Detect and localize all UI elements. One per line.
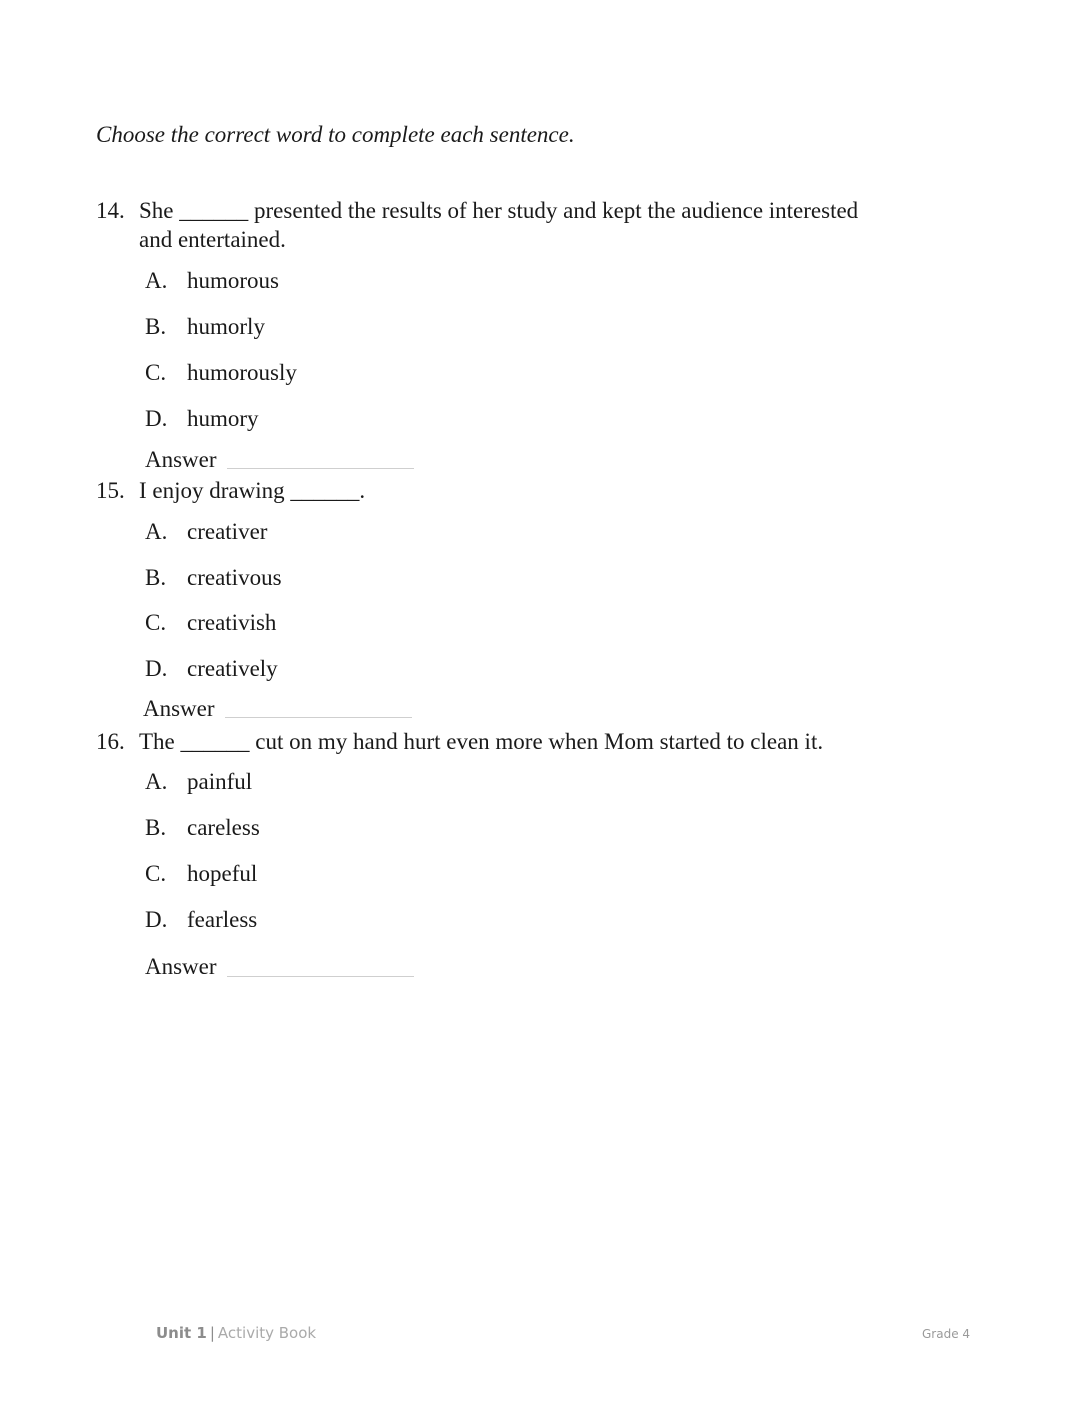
option-letter: C. [145,861,167,886]
answer-label: Answer [145,447,217,472]
option-letter: D. [145,656,168,681]
option-text: careless [187,815,260,840]
option-text: humorous [187,268,279,293]
footer-grade: Grade 4 [922,1327,971,1341]
option-text: creativer [187,519,268,544]
footer-unit: Unit 1 [156,1324,207,1342]
answer-line[interactable] [227,976,414,977]
option-letter: B. [145,314,167,339]
question-text-line: The ______ cut on my hand hurt even more when Mom started to clean it. [139,729,824,754]
answer-label: Answer [143,696,215,721]
answer-line[interactable] [225,717,412,718]
option-letter: B. [145,815,167,840]
footer-book: Activity Book [217,1324,317,1342]
question-text-line: I enjoy drawing ______. [139,478,366,503]
option-letter: A. [145,519,168,544]
question-text-line: She ______ presented the results of her study and kept the audience interested [139,198,859,223]
instructions: Choose the correct word to complete each sentence. [96,122,575,147]
option-text: painful [187,769,253,794]
option-letter: D. [145,406,168,431]
question-text-line: and entertained. [139,227,286,252]
option-letter: D. [145,907,168,932]
option-text: fearless [187,907,258,932]
question-number: 14. [96,198,125,223]
question-number: 15. [96,478,125,503]
question-number: 16. [96,729,125,754]
footer-separator: | [209,1324,215,1342]
answer-label: Answer [145,954,217,979]
option-letter: B. [145,565,167,590]
option-text: hopeful [187,861,258,886]
option-text: creatively [187,656,278,681]
option-letter: C. [145,360,167,385]
footer-unit-info [156,1324,316,1342]
option-letter: C. [145,610,167,635]
option-text: humory [187,406,259,431]
option-text: humorously [187,360,297,385]
option-letter: A. [145,769,168,794]
option-text: creativous [187,565,282,590]
option-text: creativish [187,610,277,635]
answer-line[interactable] [227,468,414,469]
option-letter: A. [145,268,168,293]
option-text: humorly [187,314,265,339]
